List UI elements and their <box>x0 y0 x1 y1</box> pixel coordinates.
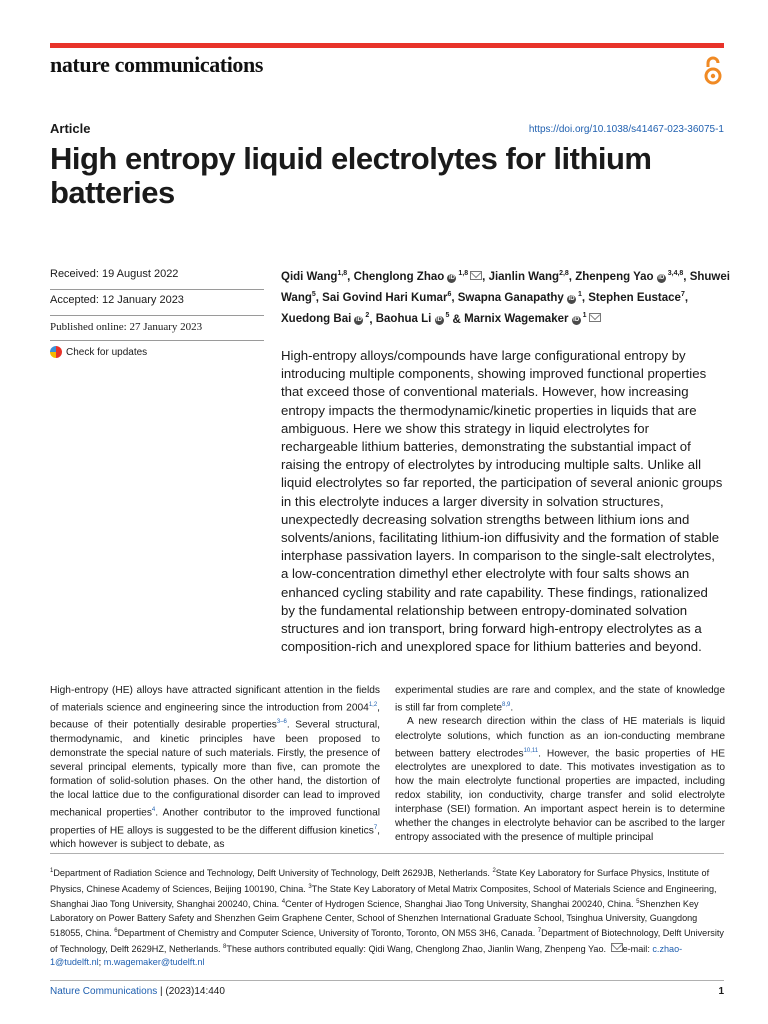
affiliation-number: 2 <box>492 868 496 874</box>
body-column-right <box>395 684 725 845</box>
check-for-updates-button[interactable] <box>50 346 147 358</box>
meta-divider <box>50 315 264 316</box>
author-entry[interactable] <box>376 313 450 325</box>
email-icon <box>611 943 623 952</box>
journal-name[interactable]: nature communications <box>50 52 264 77</box>
affiliation-number: 7 <box>537 928 542 935</box>
update-badge-icon <box>50 346 62 358</box>
author-affiliation: 5 <box>311 291 316 299</box>
email-link[interactable]: m.wagemaker@tudelft.nl <box>103 957 205 968</box>
reference-citation[interactable]: 3–6 <box>276 719 287 726</box>
author-entry[interactable] <box>588 292 685 304</box>
accepted-date: Accepted: 12 January 2023 <box>50 294 184 306</box>
author-name: Xuedong Bai <box>281 313 352 326</box>
author-entry[interactable] <box>489 271 569 283</box>
author-affiliation: 2 <box>363 312 370 320</box>
reference-citation[interactable]: 8,9 <box>502 702 511 709</box>
email-icon[interactable] <box>470 271 482 280</box>
footer-separator: | <box>157 986 166 997</box>
check-for-updates-label: Check for updates <box>66 346 148 358</box>
reference-citation[interactable]: 1,2 <box>368 702 378 709</box>
author-name: Chenglong Zhao <box>353 270 445 283</box>
affiliation-number: 6 <box>114 928 118 935</box>
open-access-icon <box>702 56 724 86</box>
author-affiliation: 6 <box>447 291 452 299</box>
author-entry[interactable] <box>281 313 369 325</box>
author-affiliation: 1 <box>580 312 587 320</box>
author-entry[interactable] <box>575 271 683 283</box>
affiliation-number: 1 <box>50 868 54 874</box>
footnote-divider <box>50 853 724 854</box>
reference-citation[interactable]: 4 <box>151 807 156 814</box>
orcid-icon[interactable]: iD <box>568 296 575 303</box>
author-entry[interactable] <box>354 271 483 283</box>
orcid-icon[interactable]: iD <box>355 317 362 324</box>
footer-citation <box>50 986 225 997</box>
affiliation-number: 4 <box>281 899 286 906</box>
intro-paragraph: A new research direction within the class of HE materials is liquid electrolyte solutions, which function as an ion-conducting membrane between battery electrodes$^{10,11}$. However, the basic properties of HE electrolytes are unexplored to date. This motivates investigation as to how the main electrolyte functional properties are impacted, including redox stability, ion conductivity, charge transfer and solid electrolyte interphase (SEI) formation. An important aspect herein is to determine whether the changes in electrolyte behavior can be ascribed to the larger entropy associated with the presence of multiple principal <box>395 716 725 844</box>
abstract: High-entropy alloys/compounds have large configurational entropy by introducing multiple components, showing improved functional properties that exceed those of conventional materials. However, how increasing entropy impacts the thermodynamic/kinetic properties in liquids that are ambiguous. Here we show this strategy in liquid electrolytes for rechargeable lithium batteries, demonstrating the substantial impact of raising the entropy of electrolytes by introducing multiple salts. Unlike all liquid electrolytes so far reported, the participation of several anionic groups in this electrolyte induces a larger diversity in solvation structures, unexpectedly decreasing solvation strengths between lithium ions and solvents/anions, facilitating lithium-ion diffusivity and the formation of stable interphase passivation layers. In comparison to the single-salt electrolytes, a low-concentration dimethyl ether electrolyte with four salts shows an enhanced cycling stability and rate capability. These findings, rationalized by the fundamental relationship between entropy-dominated solvation structures and ion transport, bring forward high-entropy electrolytes as a composition-rich and unexplored space for lithium batteries and beyond. <box>281 348 723 655</box>
email-icon[interactable] <box>589 313 601 322</box>
author-affiliation: 7 <box>680 291 685 299</box>
intro-paragraph: High-entropy (HE) alloys have attracted significant attention in the fields of materials science and engineering since the introduction from 2004$^{1,2}$, because of their potentially desirable properties$^{3-6}$. Several structural, thermodynamic, and kinetic principles have been proposed to demonstrate the special nature of such materials. Firstly, the presence of several principal elements, typically more than five, can promote the formation of solid-solution phases. On the other hand, the distortion of the local lattice due to the configurational disorder can lead to improved mechanical properties$^4$. Another contributor to the improved functional properties of HE alloys is suggested to be the different diffusion kinetics$^7$, which however is subject to debate, as <box>50 685 380 851</box>
author-entry[interactable] <box>322 292 451 304</box>
author-name: Stephen Eustace <box>588 292 681 305</box>
author-affiliation: 2,8 <box>559 270 569 277</box>
author-entry[interactable] <box>458 292 582 304</box>
reference-citation[interactable]: 7 <box>373 824 378 831</box>
affiliation-number: 8 <box>223 943 227 950</box>
author-name: Qidi Wang <box>281 270 338 283</box>
author-affiliation: 1,8 <box>456 270 469 277</box>
intro-paragraph-continued: experimental studies are rare and complex, and the state of knowledge is still far from complete$^{8,9}$. <box>395 685 725 714</box>
author-affiliation: 1 <box>576 291 582 299</box>
header-rule <box>50 43 724 48</box>
orcid-icon[interactable]: iD <box>436 317 443 324</box>
received-date: Received: 19 August 2022 <box>50 268 179 280</box>
footer-divider <box>50 980 724 981</box>
body-column-left <box>50 684 380 852</box>
published-date: Published online: 27 January 2023 <box>50 321 203 333</box>
meta-divider <box>50 289 264 290</box>
footer-journal[interactable]: Nature Communications <box>50 986 158 997</box>
affiliation-number: 5 <box>636 899 640 906</box>
author-name: Swapna Ganapathy <box>457 292 564 305</box>
orcid-icon[interactable]: iD <box>658 274 665 281</box>
author-name: Sai Govind Hari Kumar <box>322 292 448 305</box>
author-entry[interactable] <box>464 313 600 325</box>
reference-citation[interactable]: 10,11 <box>523 747 539 754</box>
email-link[interactable]: c.zhao-1@tudelft.nl <box>50 943 683 968</box>
affiliations-footnote: $^1$Department of Radiation Science and Technology, Delft University of Technology, Delft 2629JB, Netherlands. $^2$State Key Laboratory for Surface Physics, Institute of Physics, Chinese Academy of Sciences, Beijing 100190, China. $^3$The State Key Laboratory of Metal Matrix Composites, School of Materials Science and Engineering, Shanghai Jiao Tong University, Shanghai 200240, China. $^4$Center of Hydrogen Science, Shanghai Jiao Tong University, Shanghai 200240, China. $^5$Shenzhen Key Laboratory on Power Battery Safety and Shenzhen Geim Graphene Center, School of Shenzhen International Graduate School, Tsinghua University, Guangdong 518055, China. $^6$Department of Chemistry and Computer Science, University of Toronto, Toronto, ON M5S 3H6, Canada. $^7$Department of Biotechnology, Delft University of Technology, Delft 2629HZ, Netherlands. $^8$These authors contributed equally: Qidi Wang, Chenglong Zhao, Jianlin Wang, Zhenpeng Yao. e-mail: c.zhao-1@tudelft.nl; m.wagemaker@tudelft.nl <box>50 868 724 968</box>
author-name: Baohua Li <box>375 313 432 326</box>
orcid-icon[interactable]: iD <box>448 274 455 281</box>
author-name: Marnix Wagemaker <box>464 313 569 326</box>
orcid-icon[interactable]: iD <box>573 317 580 324</box>
page-number: 1 <box>718 986 724 997</box>
author-affiliation: 3,4,8 <box>665 270 684 277</box>
author-entry[interactable] <box>281 271 347 283</box>
author-name: Jianlin Wang <box>488 270 560 283</box>
affiliation-number: 3 <box>308 883 312 890</box>
author-name: Shuwei Wang <box>281 270 730 305</box>
author-name: Zhenpeng Yao <box>575 270 654 283</box>
author-affiliation: 5 <box>443 312 450 320</box>
article-type: Article <box>50 121 91 136</box>
author-list: Qidi Wang$^{1,8}$, Chenglong Zhao iD $^{1,8}$ , Jianlin Wang$^{2,8}$, Zhenpeng Yao iD $^{3,4,8}$, Shuwei Wang$^5$, Sai Govind Hari Kumar$^6$, Swapna Ganapathy iD $^1$, Stephen Eustace$^7$, Xuedong Bai iD $^2$, Baohua Li iD $^5$ & Marnix Wagemaker iD $^1$ <box>281 270 730 326</box>
doi-link[interactable]: https://doi.org/10.1038/s41467-023-36075-1 <box>528 124 724 135</box>
footer-volume: (2023)14:440 <box>165 986 225 997</box>
article-title: High entropy liquid electrolytes for lithium batteries <box>50 141 652 210</box>
author-affiliation: 1,8 <box>337 270 348 277</box>
meta-divider <box>50 340 264 341</box>
